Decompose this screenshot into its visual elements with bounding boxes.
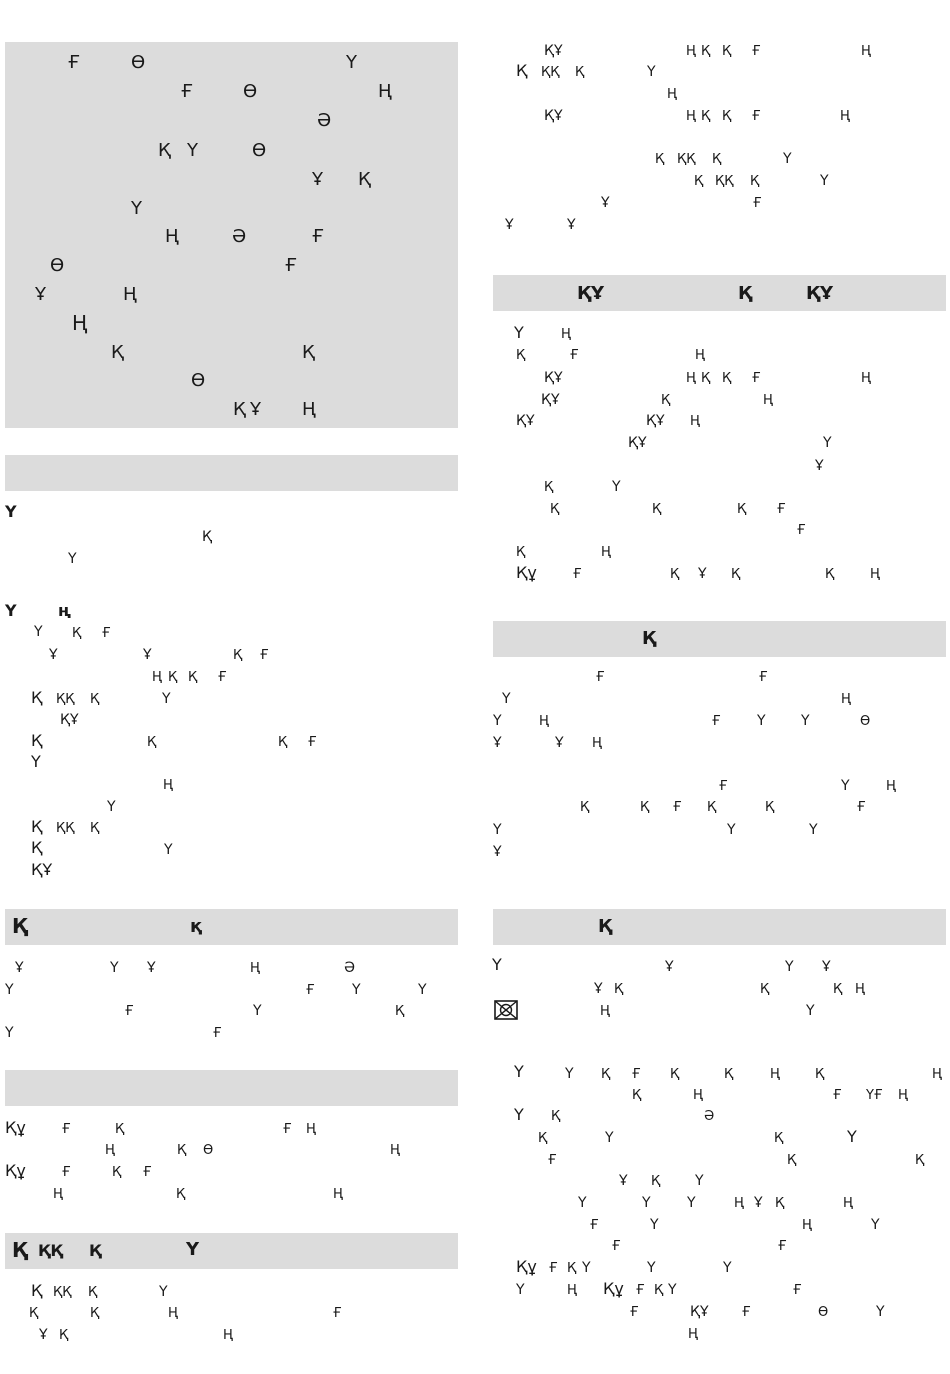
glyph: Қ	[670, 567, 680, 582]
glyph: ҚҰ	[544, 43, 563, 59]
glyph: Ғ	[590, 1218, 599, 1233]
section-header-d	[5, 1233, 458, 1269]
glyph: Қ	[168, 670, 178, 685]
glyph: Ү	[801, 713, 810, 729]
glyph: Қ	[278, 735, 288, 750]
glyph: Ү	[68, 551, 77, 567]
glyph: Ұ	[505, 217, 514, 233]
glyph: Қ	[358, 169, 371, 190]
glyph: Ғ	[333, 1306, 342, 1321]
glyph: Ү	[34, 624, 43, 640]
glyph: Ұ	[619, 1173, 628, 1189]
glyph: Ң	[855, 982, 865, 997]
glyph: Ғ	[632, 1067, 641, 1082]
glyph: Ү	[187, 140, 198, 161]
glyph: ҚҰ	[516, 413, 535, 429]
glyph: Қ	[88, 1285, 98, 1300]
glyph: Ү	[493, 713, 502, 729]
glyph: Ү	[110, 960, 119, 976]
glyph: Ғ	[312, 226, 325, 247]
section-header-e-glyph: ҚҰ	[806, 283, 833, 304]
glyph: ҚҚ	[56, 821, 75, 836]
glyph: Ү	[31, 752, 41, 771]
glyph: Ң	[695, 348, 705, 363]
glyph: Қ	[580, 800, 590, 815]
section-header-d-glyph: Ү	[186, 1239, 200, 1260]
glyph: Ү	[578, 1195, 587, 1211]
glyph: ҚҰ	[544, 370, 563, 386]
glyph: Қ	[395, 1004, 405, 1019]
glyph: Ү	[695, 1173, 704, 1189]
glyph: Ң	[802, 1218, 812, 1233]
glyph: Ң	[840, 109, 850, 124]
glyph: Қ	[550, 502, 560, 517]
glyph: Ү	[164, 842, 173, 858]
glyph: Ү	[5, 982, 14, 998]
glyph: Ү	[809, 822, 818, 838]
glyph: ҚҰ	[628, 435, 647, 451]
glyph: Ү	[847, 1127, 857, 1146]
glyph: Ү	[131, 198, 142, 219]
glyph: Ү	[514, 323, 524, 342]
glyph: Қ	[661, 393, 671, 408]
glyph: Ү	[582, 1260, 591, 1276]
section-header-e-glyph: Қ	[738, 283, 752, 304]
glyph: Құ	[516, 563, 537, 582]
glyph: Қ	[825, 567, 835, 582]
glyph: Қ	[302, 342, 315, 363]
section-header-b	[5, 909, 458, 945]
glyph: ҚҰ	[31, 860, 53, 879]
glyph: Ғ	[306, 983, 315, 998]
glyph: Қ	[760, 982, 770, 997]
glyph: Ғ	[857, 800, 866, 815]
glyph: Ә	[232, 226, 247, 247]
glyph: Қ	[31, 817, 43, 836]
glyph: Ұ	[15, 960, 24, 976]
glyph: Ү	[612, 479, 621, 495]
section-header-d-glyph: Қ	[12, 1238, 28, 1262]
glyph: Ұ	[143, 647, 152, 663]
glyph: Ғ	[285, 255, 298, 276]
glyph: Ү	[841, 778, 850, 794]
glyph: Қ	[774, 1131, 784, 1146]
glyph: Қ	[233, 648, 243, 663]
glyph: Қ	[31, 731, 43, 750]
section-header-d-glyph: Қ	[89, 1241, 102, 1260]
glyph: Ң	[932, 1067, 942, 1082]
glyph: Ғ	[752, 371, 761, 386]
glyph: Ү	[5, 1025, 14, 1041]
glyph: Қ	[31, 688, 43, 707]
glyph: Қ	[640, 800, 650, 815]
glyph: Ү	[806, 1003, 815, 1019]
glyph: Ң	[390, 1143, 400, 1158]
glyph: Ң	[686, 44, 696, 59]
glyph: Ө	[191, 370, 206, 391]
glyph: Қ	[544, 480, 554, 495]
glyph: Ғ	[759, 670, 768, 685]
glyph: Ғ	[833, 1088, 842, 1103]
glyph: Ғ	[218, 670, 227, 685]
glyph: ҚҚ	[541, 65, 560, 80]
glyph: Қ	[670, 1067, 680, 1082]
glyph: Ғ	[777, 502, 786, 517]
glyph: Ғ	[719, 779, 728, 794]
glyph: ҚҰ	[690, 1304, 709, 1320]
glyph: Ң	[165, 226, 179, 247]
section-header-b-glyph: қ	[190, 916, 203, 937]
glyph: Қ	[722, 109, 732, 124]
glyph: Қ	[750, 174, 760, 189]
glyph: Ұ	[147, 960, 156, 976]
glyph: Ң	[734, 1196, 744, 1211]
glyph: Ғ	[308, 735, 317, 750]
glyph: Ң	[567, 1283, 577, 1298]
glyph: ҮҒ	[866, 1088, 883, 1103]
section-header-a	[5, 455, 458, 491]
glyph: Ү	[785, 959, 794, 975]
glyph: Ғ	[673, 800, 682, 815]
glyph: Ң	[886, 779, 896, 794]
glyph: Ү	[605, 1130, 614, 1146]
glyph: Қ	[632, 1088, 642, 1103]
glyph: Қ	[652, 502, 662, 517]
glyph: Ә	[344, 960, 356, 976]
glyph: Ң	[686, 109, 696, 124]
glyph: Ө	[818, 1305, 829, 1320]
glyph: Ә	[317, 110, 332, 131]
glyph: Ғ	[213, 1026, 222, 1041]
section-header-e-glyph: ҚҰ	[577, 283, 604, 304]
glyph: Ұ	[822, 959, 831, 975]
glyph: Ң	[763, 393, 773, 408]
glyph: Қ	[59, 1328, 69, 1343]
glyph: Ң	[686, 371, 696, 386]
glyph: Қ	[90, 1306, 100, 1321]
glyph: Ғ	[548, 1153, 557, 1168]
section-header-g-glyph: Қ	[598, 916, 612, 937]
glyph: Қ	[654, 1283, 664, 1298]
glyph: Қ	[787, 1153, 797, 1168]
glyph: Қ	[516, 545, 526, 560]
glyph: Қ	[90, 821, 100, 836]
glyph: Қ	[712, 152, 722, 167]
glyph: Ұ	[312, 169, 323, 190]
glyph: Қ	[29, 1306, 39, 1321]
glyph: Ұ	[594, 981, 603, 997]
glyph: Қ	[701, 109, 711, 124]
glyph: Ү	[647, 1260, 656, 1276]
glyph: Қ	[516, 348, 526, 363]
glyph: Қ	[158, 140, 171, 161]
glyph: Ү	[514, 1062, 524, 1081]
glyph: Ғ	[630, 1305, 639, 1320]
glyph: ҚҚ	[53, 1285, 72, 1300]
glyph: Қ	[516, 61, 528, 80]
section-header-b-glyph: Қ	[12, 914, 28, 938]
glyph: Қ	[31, 838, 43, 857]
glyph: Ғ	[612, 1239, 621, 1254]
glyph: Ң	[378, 81, 392, 102]
glyph: ҚҰ	[60, 712, 79, 728]
glyph: Ң	[690, 414, 700, 429]
glyph: Ң	[770, 1067, 780, 1082]
glyph: Ғ	[549, 1261, 558, 1276]
glyph: Қ	[601, 1067, 611, 1082]
glyph: Қ	[202, 529, 212, 545]
glyph: Ң	[667, 87, 677, 102]
glyph: Қ	[724, 1067, 734, 1082]
glyph: Ү	[502, 691, 511, 707]
glyph: Ғ	[752, 44, 761, 59]
glyph: Ұ	[39, 1327, 48, 1343]
glyph: Ң	[843, 1196, 853, 1211]
glyph: Ү	[418, 982, 427, 998]
glyph: Қ	[765, 800, 775, 815]
glyph: Қ	[614, 982, 624, 997]
glyph: Қ	[707, 800, 717, 815]
glyph: Ғ	[68, 52, 81, 73]
glyph: Қ	[731, 567, 741, 582]
glyph: Ү	[823, 435, 832, 451]
glyph: Ө	[203, 1143, 214, 1158]
glyph: Қ	[701, 371, 711, 386]
glyph: Қ	[551, 1109, 561, 1124]
glyph: Ң	[600, 1004, 610, 1019]
glyph: ҚҚ	[56, 692, 75, 707]
glyph: Ң	[163, 778, 173, 793]
glyph: Ң	[592, 736, 602, 751]
glyph: Қ	[694, 174, 704, 189]
section-header-e	[493, 275, 946, 311]
glyph: ҚҰ	[646, 413, 665, 429]
glyph: Ғ	[596, 670, 605, 685]
glyph: Қ	[538, 1131, 548, 1146]
glyph: Ү	[727, 822, 736, 838]
glyph: Ү	[642, 1195, 651, 1211]
glyph: Ұ	[815, 458, 824, 474]
glyph: Қ	[651, 1174, 661, 1189]
glyph: Құ	[516, 1257, 537, 1276]
glyph: Ғ	[742, 1305, 751, 1320]
section-header-d-glyph: ҚҚ	[38, 1241, 63, 1260]
glyph: Ң	[53, 1187, 63, 1202]
glyph: Қ	[655, 152, 665, 167]
glyph: Ұ	[493, 735, 502, 751]
glyph: Ң	[333, 1187, 343, 1202]
glyph: Ғ	[752, 109, 761, 124]
glyph: Ғ	[181, 81, 194, 102]
glyph: Ү	[820, 173, 829, 189]
glyph: Ұ	[493, 844, 502, 860]
glyph: Ұ	[665, 959, 674, 975]
glyph: Қ	[115, 1122, 125, 1137]
glyph: ҚҰ	[544, 108, 563, 124]
glyph: Ғ	[260, 648, 269, 663]
glyph: Қ	[701, 44, 711, 59]
glyph: Ғ	[143, 1165, 152, 1180]
glyph: Ң	[105, 1143, 115, 1158]
glyph: Ғ	[778, 1239, 787, 1254]
glyph: Қ	[722, 371, 732, 386]
glyph: Ң	[152, 670, 162, 685]
glyph: Ү	[5, 502, 17, 521]
glyph: Ұ	[754, 1195, 763, 1211]
glyph: Ү	[876, 1304, 885, 1320]
glyph: Ү	[687, 1195, 696, 1211]
glyph: Ү	[346, 52, 357, 73]
glyph: Ү	[668, 1282, 677, 1298]
glyph: ң	[58, 601, 71, 620]
glyph: Қ	[90, 692, 100, 707]
glyph: Ң	[870, 567, 880, 582]
glyph: Ң	[861, 371, 871, 386]
glyph: Ғ	[573, 567, 582, 582]
glyph: Ү	[650, 1217, 659, 1233]
glyph: Ү	[5, 601, 17, 620]
glyph: Ү	[162, 691, 171, 707]
glyph: Қ	[188, 670, 198, 685]
glyph: Ғ	[62, 1122, 71, 1137]
glyph: Ң	[123, 284, 137, 305]
glyph: Ғ	[793, 1283, 802, 1298]
glyph: Ң	[561, 327, 571, 342]
glyph: Ү	[253, 1003, 262, 1019]
glyph: Ғ	[712, 714, 721, 729]
glyph: Қ	[233, 399, 246, 420]
glyph: Ө	[860, 714, 871, 729]
section-header-c	[5, 1070, 458, 1106]
glyph: Ң	[72, 311, 88, 335]
section-header-f-glyph: Қ	[642, 628, 656, 649]
glyph: Ө	[131, 52, 146, 73]
glyph: Қ	[177, 1143, 187, 1158]
glyph: ҚҰ	[541, 392, 560, 408]
glyph: Ұ	[35, 284, 46, 305]
glyph: Құ	[5, 1161, 26, 1180]
glyph: Қ	[915, 1153, 925, 1168]
glyph: Ұ	[555, 735, 564, 751]
glyph: Ғ	[636, 1283, 645, 1298]
glyph: Ұ	[567, 217, 576, 233]
glyph: Ғ	[62, 1165, 71, 1180]
glyph: Ә	[704, 1109, 715, 1124]
glyph: Ұ	[601, 195, 610, 211]
glyph: Ң	[539, 714, 549, 729]
glyph: Қ	[112, 1165, 122, 1180]
glyph: Ғ	[283, 1122, 292, 1137]
glyph: Қ	[815, 1067, 825, 1082]
glyph: Қ	[833, 982, 843, 997]
glyph: Ү	[493, 822, 502, 838]
glyph: Құ	[603, 1279, 624, 1298]
glyph: Қ	[31, 1281, 43, 1300]
glyph: Ү	[159, 1284, 168, 1300]
glyph: Ү	[352, 982, 361, 998]
glyph: Қ	[176, 1187, 186, 1202]
glyph: Қ	[72, 626, 82, 641]
glyph: Ұ	[698, 566, 707, 582]
glyph: Ғ	[570, 348, 579, 363]
glyph: Ү	[647, 64, 656, 80]
glyph: Қ	[147, 735, 157, 750]
glyph: Ң	[688, 1327, 698, 1342]
glyph: Ғ	[753, 196, 762, 211]
glyph: Қ	[775, 1196, 785, 1211]
glyph: Ң	[841, 692, 851, 707]
glyph: Қ	[722, 44, 732, 59]
glyph: Ү	[723, 1260, 732, 1276]
glyph: Ғ	[125, 1004, 134, 1019]
section-header-g	[493, 909, 946, 945]
glyph: Ұ	[250, 399, 261, 420]
glyph: Ң	[223, 1328, 233, 1343]
glyph: Ү	[565, 1066, 574, 1082]
glyph: Ө	[243, 81, 258, 102]
glyph: Ү	[871, 1217, 880, 1233]
glyph: Ү	[516, 1282, 525, 1298]
glyph: Ң	[898, 1088, 908, 1103]
glyph: Ұ	[49, 647, 58, 663]
glyph: Ң	[693, 1088, 703, 1103]
glyph: Қ	[737, 502, 747, 517]
glyph: Ө	[50, 255, 65, 276]
glyph: Ү	[783, 151, 792, 167]
glyph: Құ	[5, 1118, 26, 1137]
glyph: ҚҚ	[677, 152, 696, 167]
glyph: Ү	[492, 955, 502, 974]
glyph: Қ	[575, 65, 585, 80]
glyph: Ң	[250, 961, 260, 976]
glyph: Ң	[302, 399, 316, 420]
glyph: ҚҚ	[715, 174, 734, 189]
glyph: Ү	[107, 799, 116, 815]
do-not-tumble-dry-icon	[493, 999, 519, 1021]
glyph: Ң	[306, 1122, 316, 1137]
glyph: Ү	[514, 1105, 524, 1124]
section-header-f	[493, 621, 946, 657]
glyph: Қ	[567, 1261, 577, 1276]
glyph: Ң	[601, 545, 611, 560]
glyph: Ө	[252, 140, 267, 161]
glyph: Ң	[861, 44, 871, 59]
glyph: Ң	[168, 1306, 178, 1321]
glyph: Қ	[111, 342, 124, 363]
glyph: Ғ	[797, 523, 806, 538]
glyph: Ғ	[102, 626, 111, 641]
glyph: Ү	[757, 713, 766, 729]
